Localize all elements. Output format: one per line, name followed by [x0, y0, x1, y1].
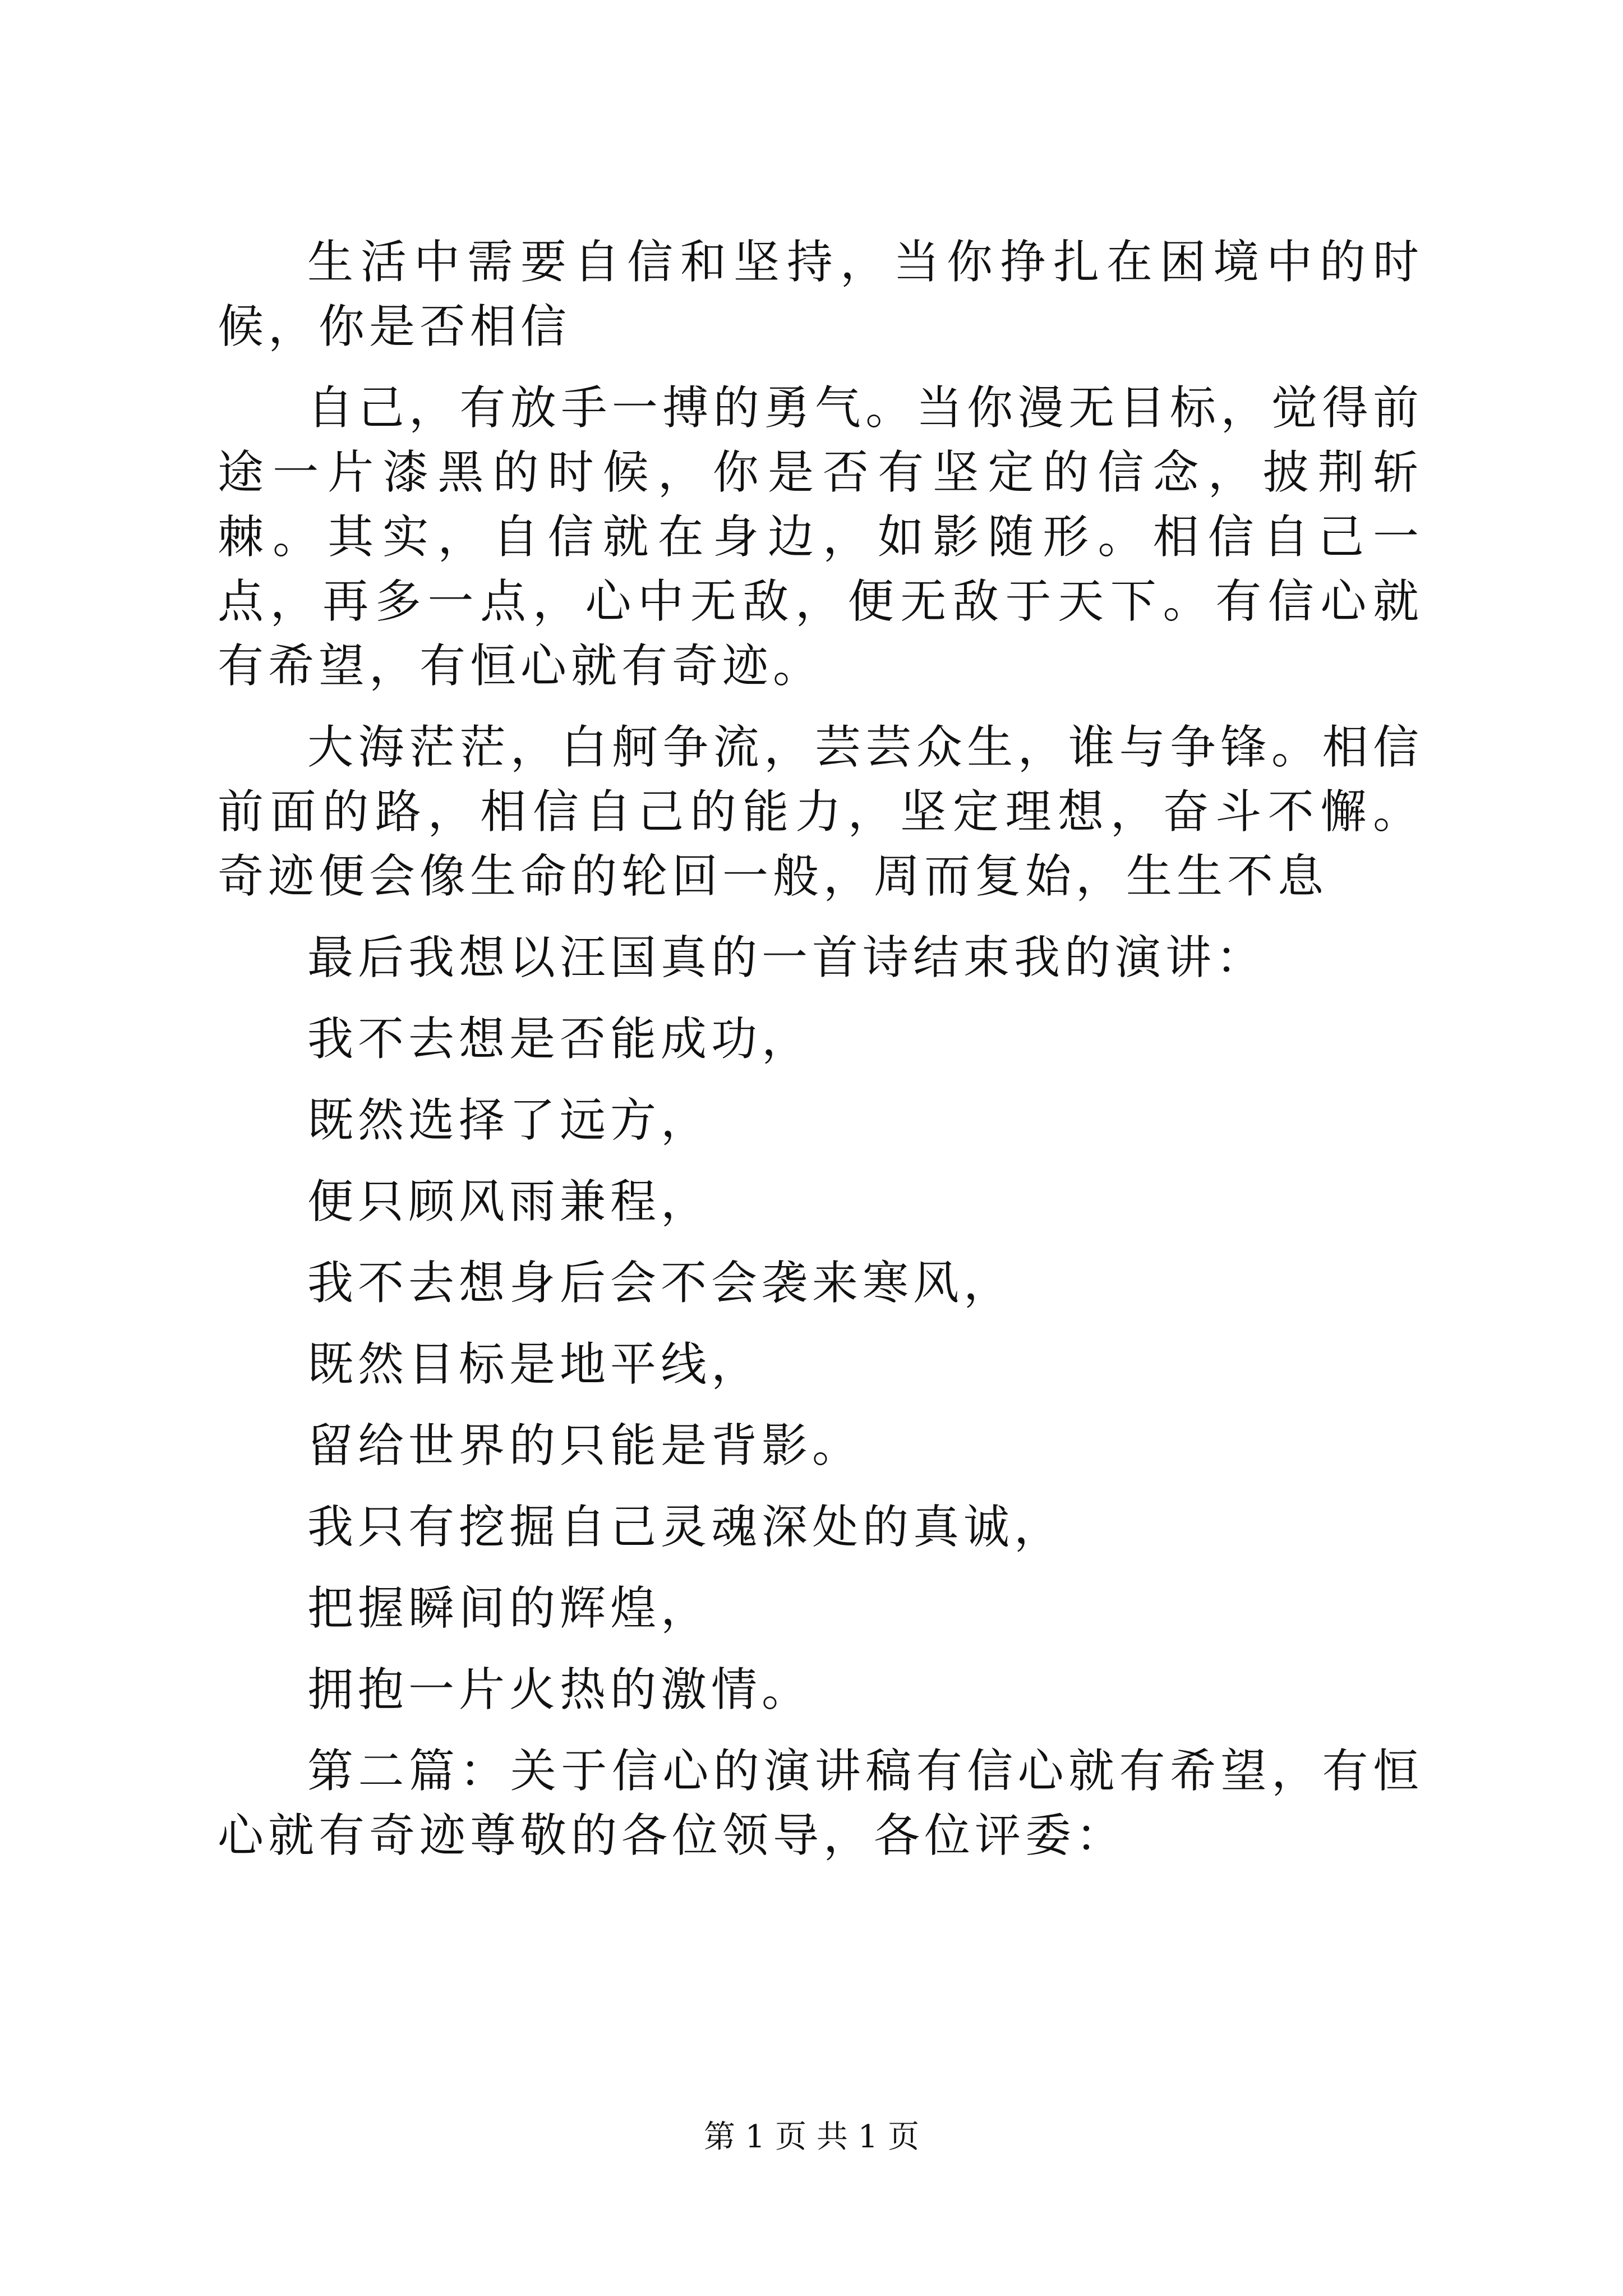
paragraph-3: 大海茫茫，白舸争流，芸芸众生，谁与争锋。相信前面的路，相信自己的能力，坚定理想，奋斗不懈。奇迹便会像生命的轮回一般，周而复始，生生不息 [218, 721, 1423, 903]
page-footer: 第 1 页 共 1 页 [703, 2119, 920, 2155]
paragraph-1: 生活中需要自信和坚持，当你挣扎在困境中的时候，你是否相信 [218, 236, 1423, 353]
paragraph-2: 自己，有放手一搏的勇气。当你漫无目标，觉得前途一片漆黑的时候，你是否有坚定的信念，披荆斩棘。其实，自信就在身边，如影随形。相信自己一点，再多一点，心中无敌，便无敌于天下。有信心就有希望，有恒心就有奇迹。 [218, 381, 1423, 693]
poem-line: 我只有挖掘自己灵魂深处的真诚， [307, 1501, 1065, 1554]
document-body [218, 230, 1423, 1868]
poem-line: 既然选择了远方， [307, 1094, 712, 1147]
poem-line: 既然目标是地平线， [307, 1338, 762, 1391]
poem-line: 我不去想身后会不会袭来寒风， [307, 1257, 1015, 1310]
poem-line: 把握瞬间的辉煌， [307, 1582, 712, 1635]
poem-line: 拥抱一片火热的激情。 [307, 1663, 813, 1717]
poem-intro: 最后我想以汪国真的一首诗结束我的演讲： [307, 931, 1267, 984]
poem-line: 我不去想是否能成功， [307, 1013, 813, 1066]
poem-line: 便只顾风雨兼程， [307, 1175, 712, 1228]
poem-line: 留给世界的只能是背影。 [307, 1419, 863, 1473]
closing-paragraph: 第二篇：关于信心的演讲稿有信心就有希望，有恒心就有奇迹尊敬的各位领导，各位评委： [218, 1745, 1423, 1862]
